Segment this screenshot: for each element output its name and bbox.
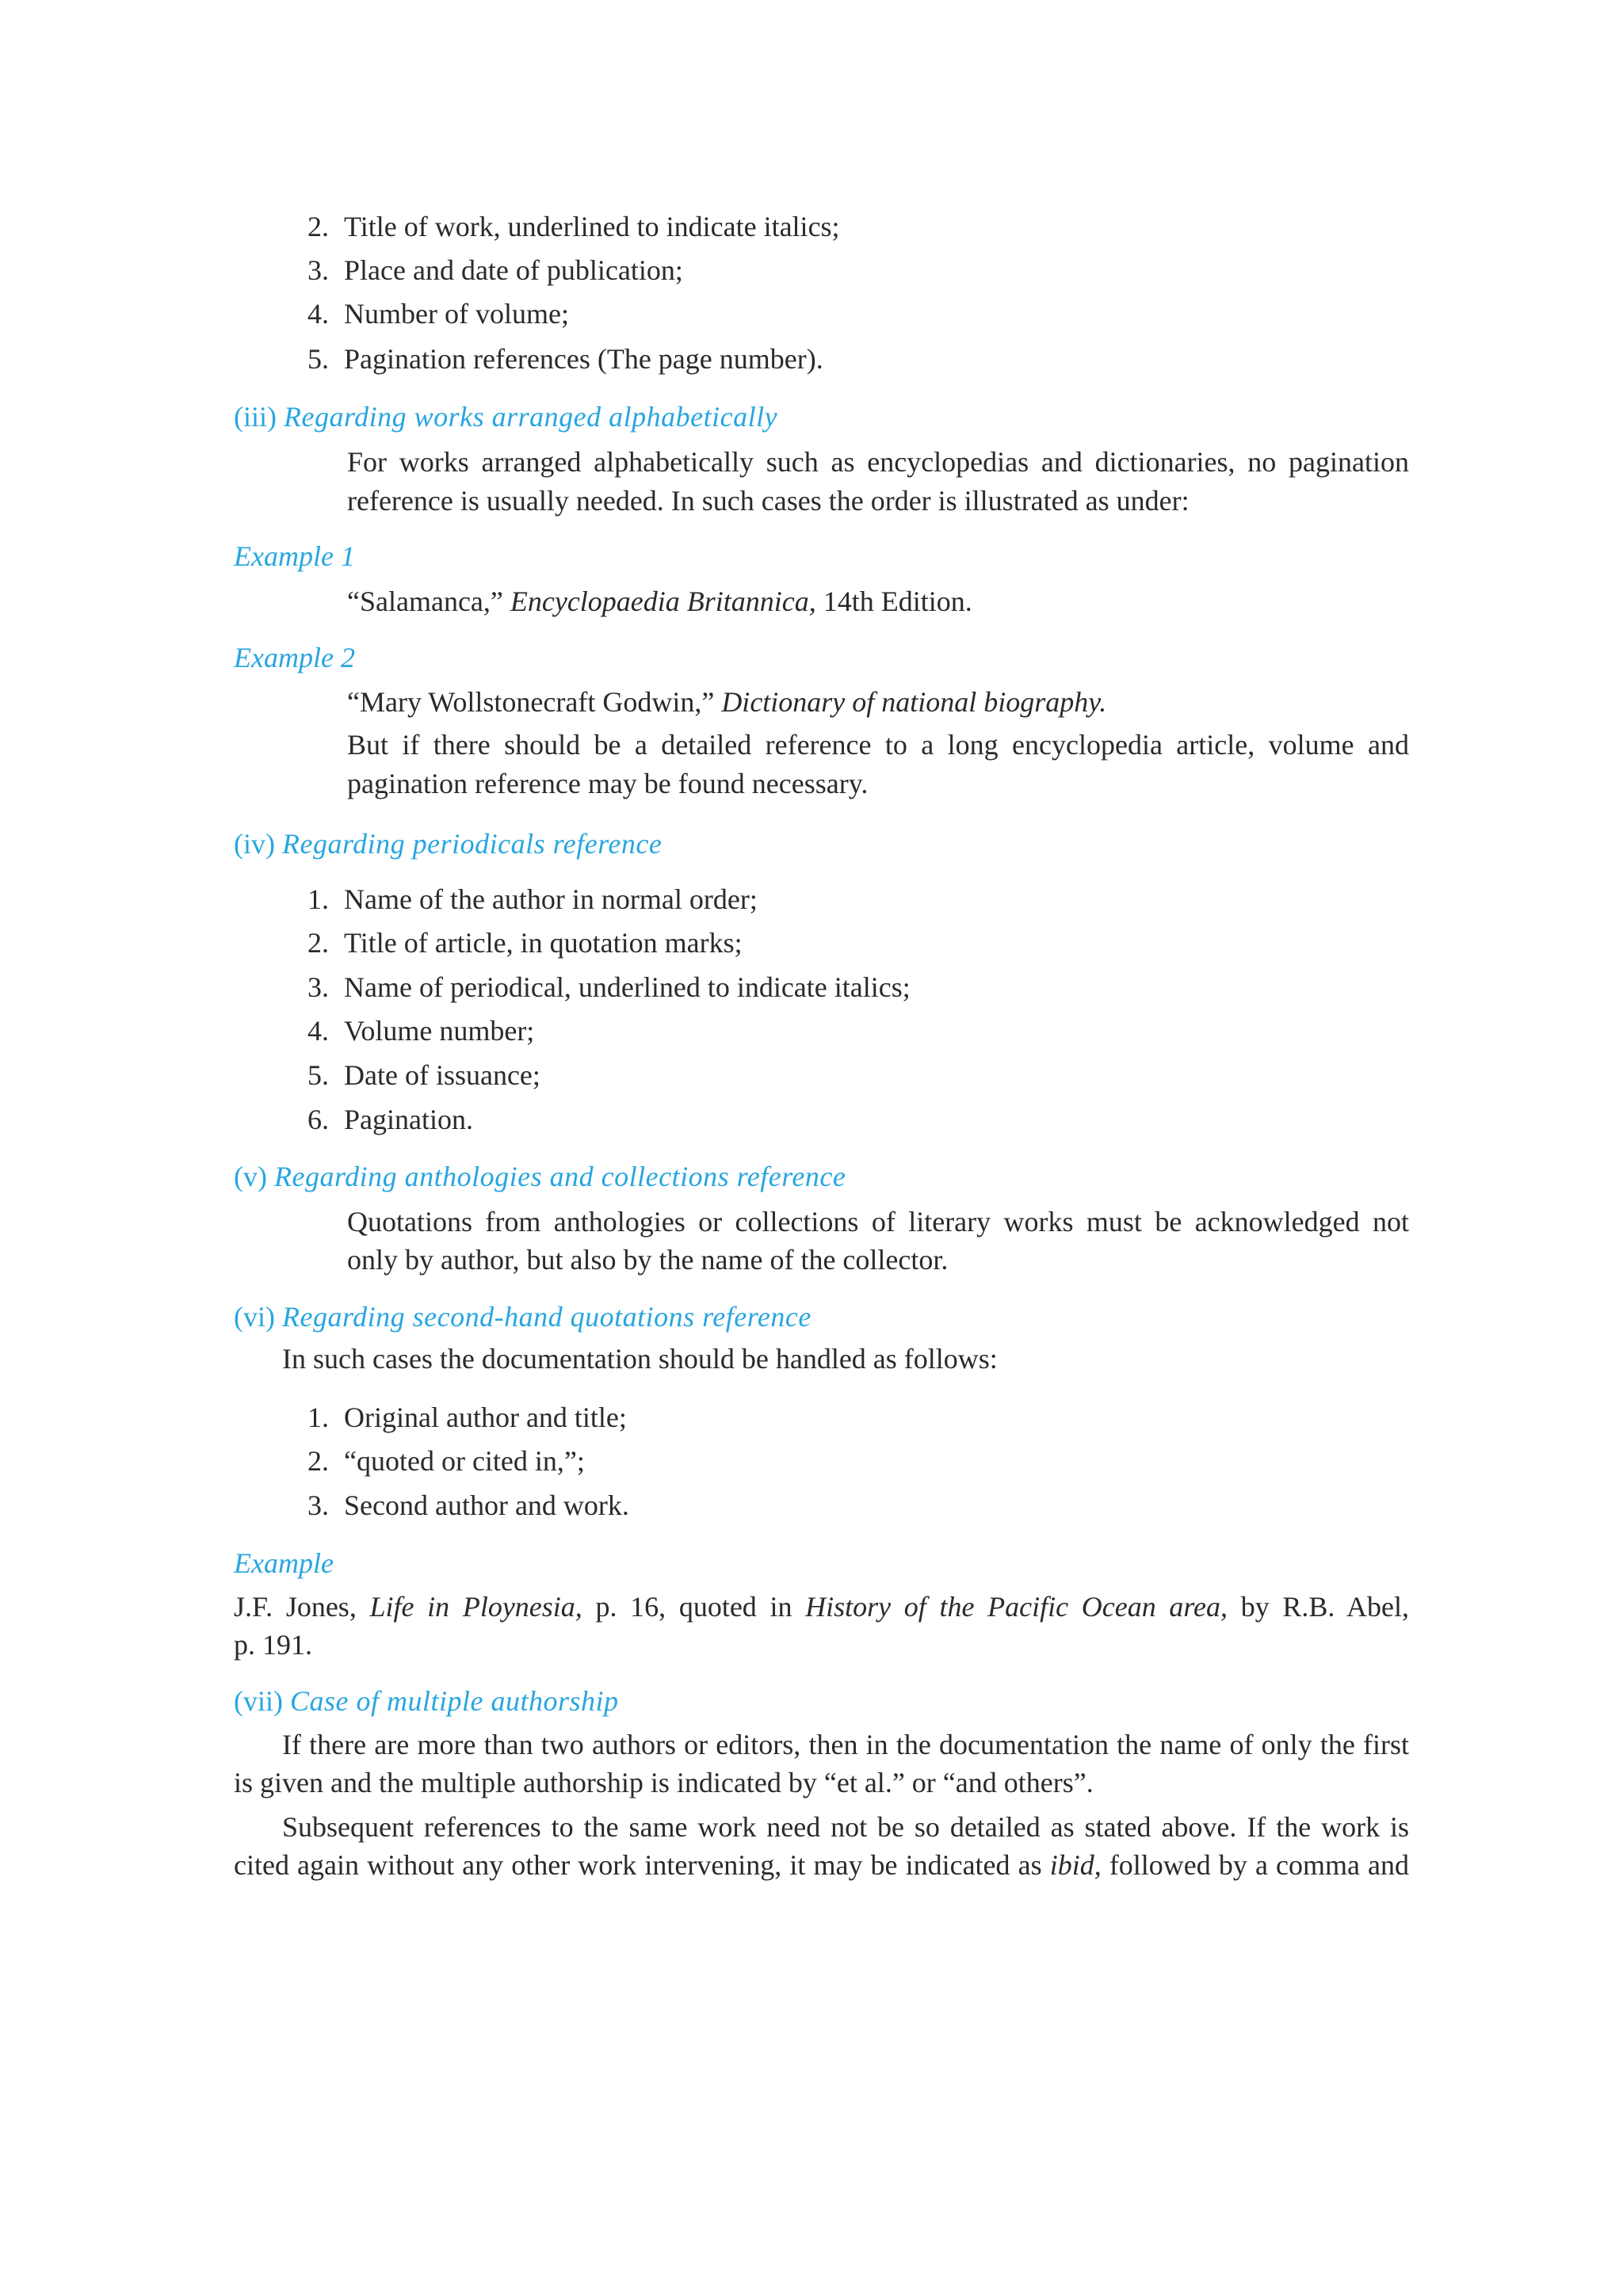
list-item: 3. Place and date of publication;	[307, 254, 683, 286]
example-citation: “Mary Wollstonecraft Godwin,” Dictionary of national biography.	[347, 686, 1107, 718]
section-heading-iii: (iii) Regarding works arranged alphabetically	[234, 401, 778, 433]
paragraph-line: cited again without any other work intervening, it may be indicated as ibid, followed by a comma and	[234, 1849, 1410, 1881]
paragraph-line: Quotations from anthologies or collections of literary works must be acknowledged not	[347, 1206, 1409, 1238]
list-item: 4. Number of volume;	[307, 298, 569, 330]
example-citation: J.F. Jones, Life in Ploynesia, p. 16, quoted in History of the Pacific Ocean area, by R.B. Abel,	[234, 1591, 1410, 1623]
example-label: Example 1	[234, 540, 355, 572]
list-item: 3. Second author and work.	[307, 1489, 629, 1521]
list-item: 1. Original author and title;	[307, 1402, 627, 1433]
paragraph-line: If there are more than two authors or editors, then in the documentation the name of only the first	[282, 1729, 1409, 1760]
section-heading-v: (v) Regarding anthologies and collections reference	[234, 1161, 846, 1192]
list-item: 3. Name of periodical, underlined to indicate italics;	[307, 971, 911, 1003]
list-item: 6. Pagination.	[307, 1104, 473, 1135]
list-item: 5. Pagination references (The page number).	[307, 343, 823, 375]
example-citation: “Salamanca,” Encyclopaedia Britannica, 14th Edition.	[347, 585, 972, 617]
section-heading-vi: (vi) Regarding second-hand quotations reference	[234, 1301, 812, 1333]
list-item: 4. Volume number;	[307, 1015, 535, 1047]
paragraph-line: only by author, but also by the name of the collector.	[347, 1244, 949, 1276]
paragraph-line: Subsequent references to the same work need not be so detailed as stated above. If the work is	[282, 1811, 1409, 1843]
list-item: 2. “quoted or cited in,”;	[307, 1445, 585, 1477]
example-label: Example	[234, 1547, 334, 1579]
section-heading-iv: (iv) Regarding periodicals reference	[234, 828, 663, 860]
paragraph-line: reference is usually needed. In such cases the order is illustrated as under:	[347, 485, 1190, 517]
example-citation-cont: p. 191.	[234, 1629, 312, 1661]
example-label: Example 2	[234, 642, 355, 673]
paragraph-line: In such cases the documentation should be handled as follows:	[282, 1343, 998, 1375]
list-item: 2. Title of article, in quotation marks;	[307, 927, 743, 959]
paragraph-line: pagination reference may be found necessary.	[347, 768, 869, 799]
paragraph-line: For works arranged alphabetically such as encyclopedias and dictionaries, no pagination	[347, 446, 1409, 478]
list-item: 1. Name of the author in normal order;	[307, 883, 758, 915]
list-item: 5. Date of issuance;	[307, 1059, 540, 1091]
paragraph-line: is given and the multiple authorship is indicated by “et al.” or “and others”.	[234, 1767, 1094, 1798]
paragraph-line: But if there should be a detailed reference to a long encyclopedia article, volume and	[347, 729, 1409, 761]
section-heading-vii: (vii) Case of multiple authorship	[234, 1685, 619, 1717]
list-item: 2. Title of work, underlined to indicate italics;	[307, 211, 840, 242]
